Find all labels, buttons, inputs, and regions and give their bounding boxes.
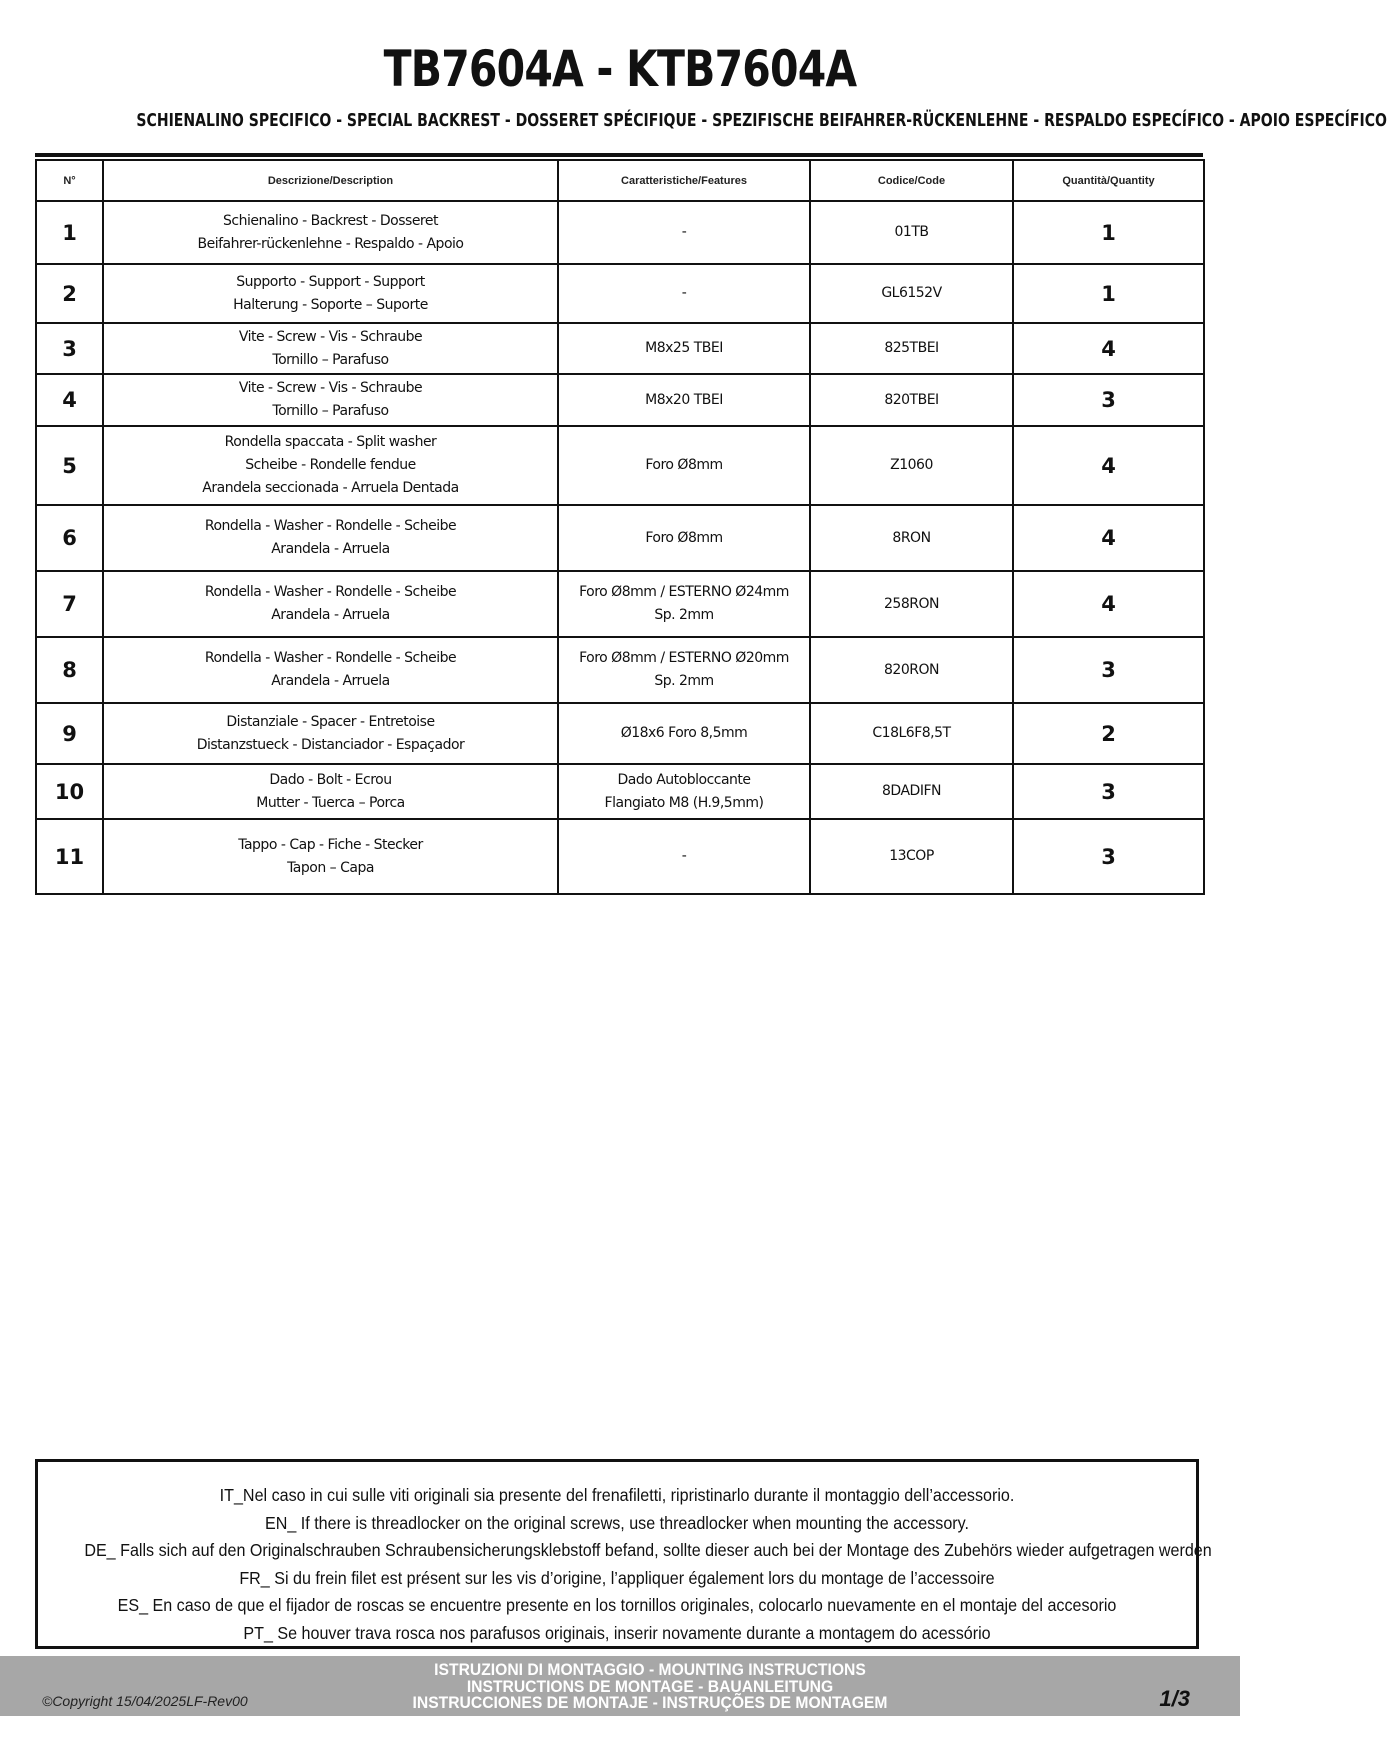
- item-quantity: 4: [1013, 571, 1204, 637]
- table-row: [36, 426, 1204, 505]
- item-code: 8RON: [810, 505, 1013, 571]
- table-row: [36, 323, 1204, 374]
- table-row: [36, 764, 1204, 819]
- item-description-line: Tappo - Cap - Fiche - Stecker: [238, 836, 423, 853]
- table-row: [36, 571, 1204, 637]
- footer-instructions-title: [394, 1662, 907, 1712]
- item-features: [558, 637, 810, 703]
- item-features: [558, 374, 810, 426]
- document-title: TB7604A - KTB7604A: [383, 40, 857, 98]
- item-features-line: Sp. 2mm: [654, 673, 714, 689]
- item-features-line: -: [681, 848, 687, 864]
- item-description: [103, 637, 558, 703]
- item-description-line: Rondella - Washer - Rondelle - Scheibe: [204, 584, 457, 600]
- item-description-line: Dado - Bolt - Ecrou: [269, 771, 392, 788]
- table-row: [36, 637, 1204, 703]
- item-features: [558, 571, 810, 637]
- item-features-line: Foro Ø8mm / ESTERNO Ø20mm: [579, 650, 789, 666]
- item-description: [103, 819, 558, 894]
- item-description-line: Rondella - Washer - Rondelle - Scheibe: [204, 518, 457, 534]
- item-description: [103, 426, 558, 505]
- note-it: IT_Nel caso in cui sulle viti originali sia presente del frenafiletti, ripristinarlo durante il montaggio dell’accessorio.: [219, 1485, 1015, 1505]
- column-header-code: Codice/Code: [810, 160, 1013, 201]
- item-description-line: Beifahrer-rückenlehne - Respaldo - Apoio: [197, 235, 464, 252]
- item-features-line: Dado Autobloccante: [617, 771, 751, 788]
- item-description-line: Distanziale - Spacer - Entretoise: [226, 713, 435, 730]
- item-quantity: 1: [1013, 264, 1204, 323]
- item-features-line: -: [681, 285, 687, 301]
- item-features-line: Foro Ø8mm / ESTERNO Ø24mm: [579, 584, 789, 600]
- item-description-line: Mutter - Tuerca – Porca: [256, 794, 405, 811]
- table-row: [36, 703, 1204, 764]
- item-description-line: Arandela - Arruela: [271, 541, 390, 557]
- item-description-line: Scheibe - Rondelle fendue: [245, 457, 416, 473]
- footer-line: INSTRUCCIONES DE MONTAJE - INSTRUÇÕES DE MONTAGEM: [412, 1694, 888, 1712]
- table-row: [36, 264, 1204, 323]
- item-features-line: Flangiato M8 (H.9,5mm): [604, 794, 764, 811]
- table-row: [36, 201, 1204, 264]
- item-features-line: M8x20 TBEI: [645, 391, 723, 408]
- item-quantity: 4: [1013, 505, 1204, 571]
- item-description: [103, 201, 558, 264]
- table-row: [36, 505, 1204, 571]
- item-features-line: Ø18x6 Foro 8,5mm: [620, 725, 748, 741]
- item-description-line: Vite - Screw - Vis - Schraube: [238, 380, 423, 396]
- item-number: 7: [36, 571, 103, 637]
- table-header-row: [36, 160, 1204, 201]
- item-features: [558, 264, 810, 323]
- item-quantity: 4: [1013, 426, 1204, 505]
- item-description: [103, 703, 558, 764]
- item-quantity: 1: [1013, 201, 1204, 264]
- item-number: 8: [36, 637, 103, 703]
- item-code: 820TBEI: [810, 374, 1013, 426]
- item-description-line: Distanzstueck - Distanciador - Espaçador: [196, 736, 465, 753]
- item-code: 820RON: [810, 637, 1013, 703]
- item-number: 1: [36, 201, 103, 264]
- item-description-line: Tapon – Capa: [287, 859, 374, 876]
- item-code: 258RON: [810, 571, 1013, 637]
- item-number: 6: [36, 505, 103, 571]
- note-de: DE_ Falls sich auf den Originalschrauben Schraubensicherungsklebstoff befand, sollte dieser auch bei der Montage des Zubehörs wieder aufgetragen werden: [84, 1540, 1212, 1560]
- item-quantity: 4: [1013, 323, 1204, 374]
- item-description: [103, 323, 558, 374]
- item-description: [103, 571, 558, 637]
- item-description-line: Vite - Screw - Vis - Schraube: [238, 328, 423, 345]
- item-features: [558, 323, 810, 374]
- item-description-line: Tornillo – Parafuso: [272, 351, 389, 368]
- item-description: [103, 505, 558, 571]
- item-description-line: Tornillo – Parafuso: [272, 403, 389, 419]
- threadlocker-notes: [35, 1459, 1212, 1649]
- item-code: C18L6F8,5T: [810, 703, 1013, 764]
- item-features: [558, 426, 810, 505]
- table-top-rule: [35, 153, 1203, 157]
- item-features: [558, 201, 810, 264]
- column-header-features: Caratteristiche/Features: [558, 160, 810, 201]
- item-description-line: Halterung - Soporte – Suporte: [233, 296, 428, 313]
- item-code: 8DADIFN: [810, 764, 1013, 819]
- item-features: [558, 819, 810, 894]
- item-description-line: Arandela - Arruela: [271, 673, 390, 689]
- item-code: 13COP: [810, 819, 1013, 894]
- note-fr: FR_ Si du frein filet est présent sur les vis d’origine, l’appliquer également lors du montage de l’accessoire: [239, 1567, 995, 1588]
- item-number: 2: [36, 264, 103, 323]
- item-features: [558, 703, 810, 764]
- item-number: 3: [36, 323, 103, 374]
- item-number: 4: [36, 374, 103, 426]
- footer-line: ISTRUZIONI DI MONTAGGIO - MOUNTING INSTRUCTIONS: [434, 1661, 866, 1679]
- item-description-line: Arandela - Arruela: [271, 607, 390, 623]
- item-description-line: Arandela seccionada - Arruela Dentada: [202, 480, 459, 496]
- item-features-line: -: [681, 224, 687, 240]
- table-row: [36, 819, 1204, 894]
- note-en: EN_ If there is threadlocker on the original screws, use threadlocker when mounting the accessory.: [264, 1512, 969, 1533]
- item-features-line: M8x25 TBEI: [645, 340, 723, 356]
- document-subtitle: SCHIENALINO SPECIFICO - SPECIAL BACKREST - DOSSERET SPÉCIFIQUE - SPEZIFISCHE BEIFAHRER-RÜCKENLEHNE - RESPALDO ESPECÍFICO - APOIO ESPECÍFICO: [136, 110, 1387, 131]
- item-description: [103, 374, 558, 426]
- item-features: [558, 505, 810, 571]
- item-description: [103, 764, 558, 819]
- item-number: 11: [36, 819, 103, 894]
- item-description-line: Supporto - Support - Support: [236, 273, 425, 290]
- item-quantity: 3: [1013, 764, 1204, 819]
- item-features-line: Sp. 2mm: [654, 607, 714, 623]
- item-number: 9: [36, 703, 103, 764]
- item-features-line: Foro Ø8mm: [645, 457, 723, 473]
- item-quantity: 3: [1013, 374, 1204, 426]
- item-code: 825TBEI: [810, 323, 1013, 374]
- item-description-line: Schienalino - Backrest - Dosseret: [223, 212, 438, 229]
- item-code: Z1060: [810, 426, 1013, 505]
- note-es: ES_ En caso de que el fijador de roscas se encuentre presente en los tornillos originales, colocarlo nuevamente en el montaje del accesorio: [117, 1595, 1117, 1615]
- item-code: GL6152V: [810, 264, 1013, 323]
- table-row: [36, 374, 1204, 426]
- item-quantity: 3: [1013, 819, 1204, 894]
- item-code: 01TB: [810, 201, 1013, 264]
- item-description-line: Rondella spaccata - Split washer: [224, 434, 437, 450]
- column-header-description: Descrizione/Description: [103, 160, 558, 201]
- column-header-quantity: Quantità/Quantity: [1013, 160, 1204, 201]
- note-pt: PT_ Se houver trava rosca nos parafusos originais, inserir novamente durante a montagem do acessório: [243, 1622, 991, 1643]
- item-features: [558, 764, 810, 819]
- parts-table: [35, 159, 1205, 895]
- footer-line: INSTRUCTIONS DE MONTAGE - BAUANLEITUNG: [466, 1677, 834, 1696]
- item-description-line: Rondella - Washer - Rondelle - Scheibe: [204, 650, 457, 666]
- page-number: 1/3: [1159, 1686, 1190, 1711]
- item-number: 10: [36, 764, 103, 819]
- item-description: [103, 264, 558, 323]
- column-header-number: N°: [36, 160, 103, 201]
- footer-bar: [0, 1656, 1240, 1716]
- item-quantity: 3: [1013, 637, 1204, 703]
- item-features-line: Foro Ø8mm: [645, 529, 723, 546]
- copyright-text: ©Copyright 15/04/2025LF-Rev00: [42, 1693, 248, 1709]
- item-quantity: 2: [1013, 703, 1204, 764]
- item-number: 5: [36, 426, 103, 505]
